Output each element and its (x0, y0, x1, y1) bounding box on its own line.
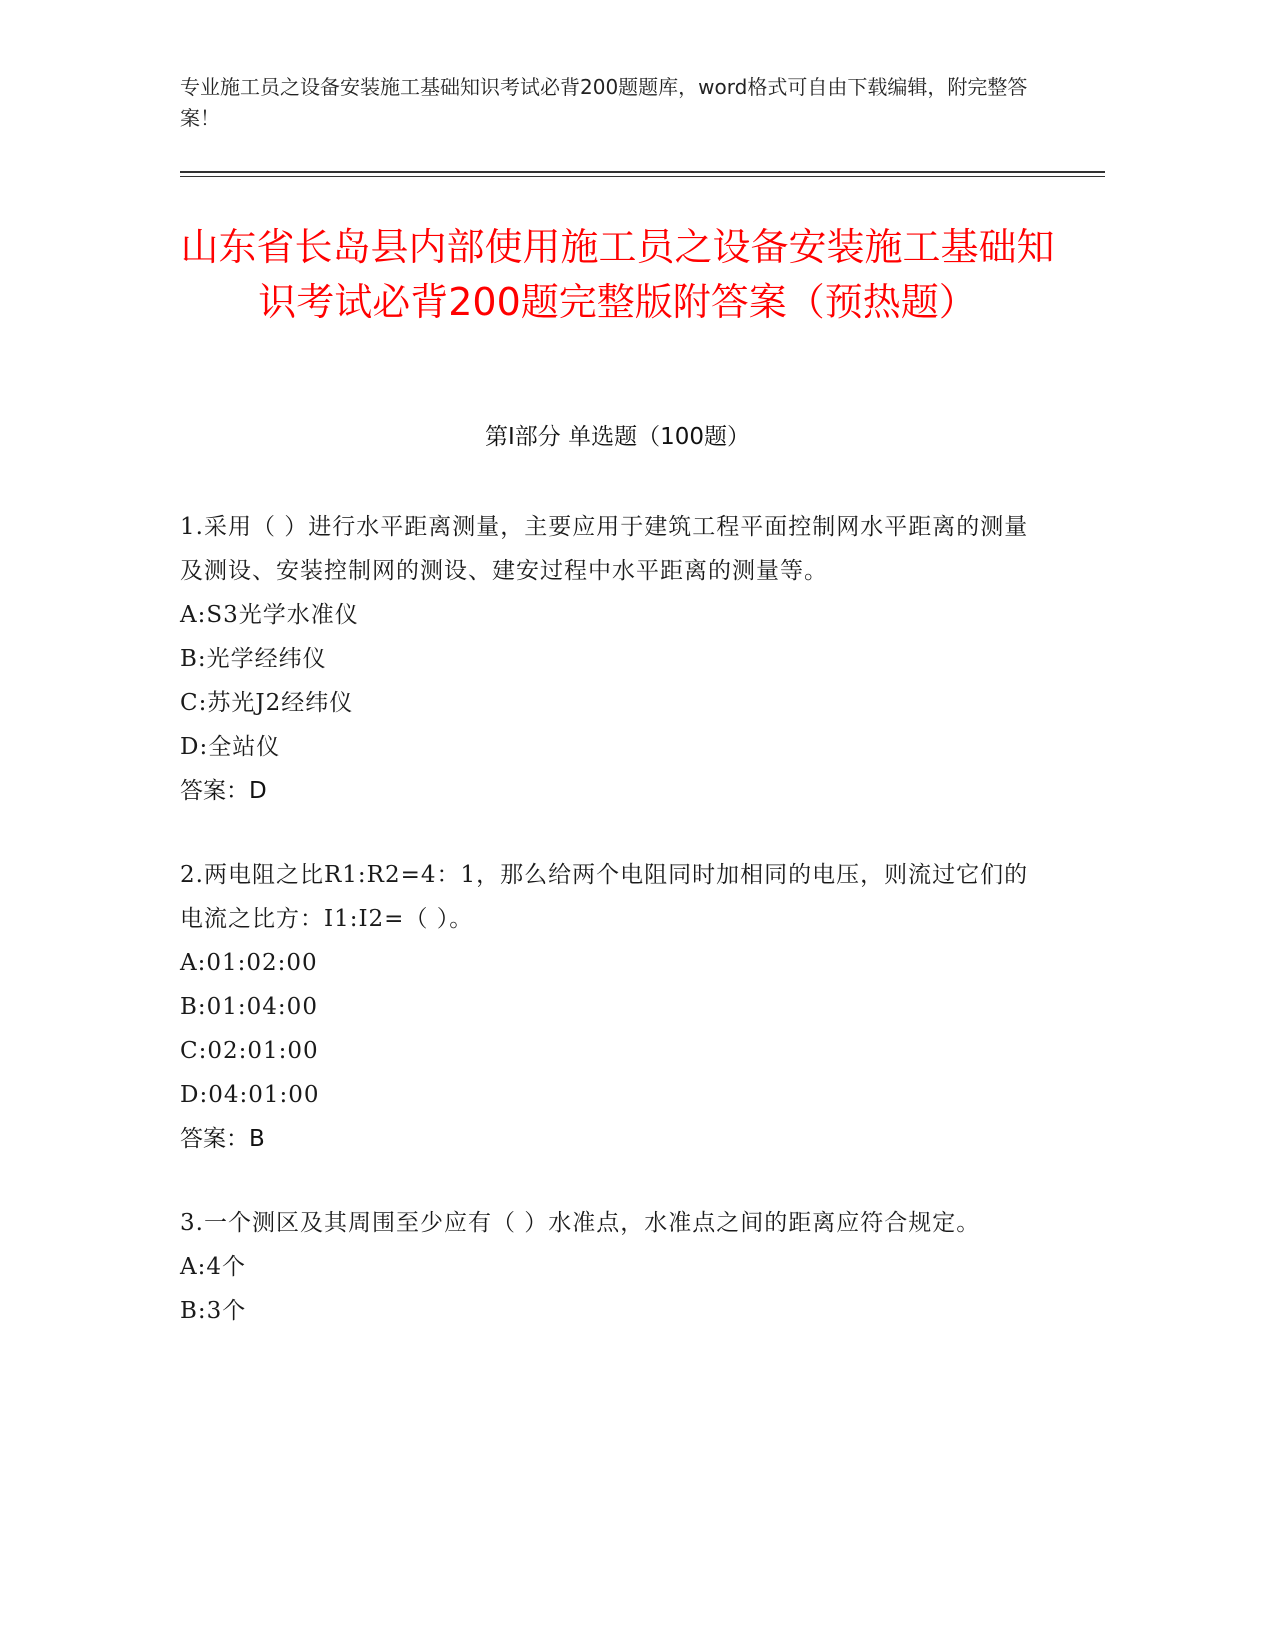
question-list (180, 505, 1050, 1373)
header-divider-thin (180, 176, 1105, 177)
option-a: A:4个 (180, 1254, 246, 1280)
question-text: 3.一个测区及其周围至少应有（ ）水准点，水准点之间的距离应符合规定。 (180, 1210, 981, 1236)
header-note: 专业施工员之设备安装施工基础知识考试必背200题题库，word格式可自由下载编辑，附完整答案！ (180, 75, 1028, 130)
answer-label: 答案：D (180, 778, 267, 804)
document-title: 山东省长岛县内部使用施工员之设备安装施工基础知识考试必背200题完整版附答案（预热题） (180, 225, 1055, 324)
option-d: D:04:01:00 (180, 1082, 320, 1108)
option-a: A:S3光学水准仪 (180, 602, 359, 628)
header-divider-thick (180, 171, 1105, 173)
section-title: 第Ⅰ部分 单选题（100题） (485, 424, 750, 450)
answer-label: 答案：B (180, 1126, 265, 1152)
option-b: B:光学经纬仪 (180, 646, 327, 672)
option-b: B:3个 (180, 1298, 247, 1324)
option-d: D:全站仪 (180, 734, 281, 760)
option-c: C:02:01:00 (180, 1038, 319, 1064)
option-a: A:01:02:00 (180, 950, 318, 976)
question-item (180, 853, 1050, 1161)
question-text: 2.两电阻之比R1:R2=4：1，那么给两个电阻同时加相同的电压，则流过它们的电流之比方：I1:I2=（ ）。 (180, 862, 1029, 932)
option-b: B:01:04:00 (180, 994, 318, 1020)
question-item (180, 1201, 1050, 1333)
question-text: 1.采用（ ）进行水平距离测量，主要应用于建筑工程平面控制网水平距离的测量及测设、安装控制网的测设、建安过程中水平距离的测量等。 (180, 514, 1029, 584)
option-c: C:苏光J2经纬仪 (180, 690, 354, 716)
question-item (180, 505, 1050, 813)
